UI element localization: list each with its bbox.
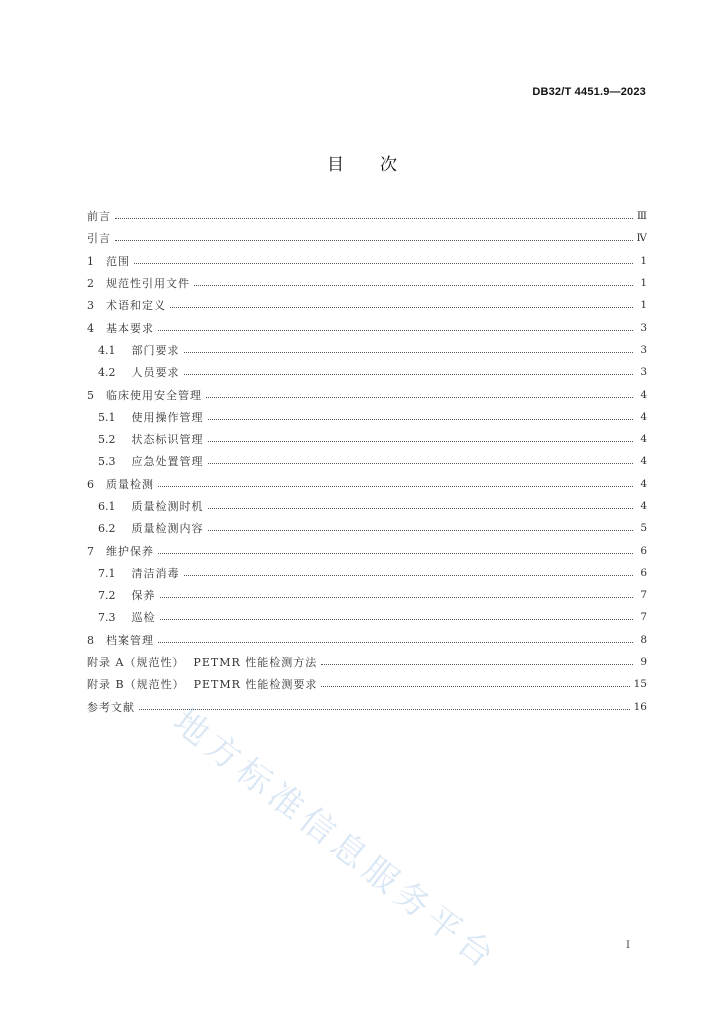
toc-entry[interactable] xyxy=(87,361,647,383)
toc-entry-label xyxy=(87,476,154,492)
toc-entry-label xyxy=(98,431,204,447)
toc-entry-page: 8 xyxy=(640,633,647,646)
toc-entry-page: 1 xyxy=(640,277,647,290)
toc-entry-label xyxy=(98,364,180,380)
toc-entry-title: 巡检 xyxy=(131,611,156,625)
toc-entry-page: 1 xyxy=(640,299,647,312)
toc-entry-label xyxy=(98,498,204,514)
toc-entry-page: 5 xyxy=(640,522,647,535)
toc-dot-leader xyxy=(194,284,633,286)
toc-entry-title: 应急处置管理 xyxy=(131,455,204,469)
toc-entry[interactable] xyxy=(87,696,647,718)
toc-entry-number: 5.1 xyxy=(98,410,116,424)
toc-entry-title: 前言 xyxy=(87,210,111,224)
toc-entry[interactable] xyxy=(87,205,647,227)
toc-entry-page: 4 xyxy=(640,500,647,512)
toc-dot-leader xyxy=(115,239,633,241)
toc-entry-label xyxy=(87,654,317,670)
toc-entry-page: Ⅲ xyxy=(636,210,647,223)
toc-entry-label xyxy=(98,565,180,581)
toc-dot-leader xyxy=(208,418,634,420)
toc-entry-title: 部门要求 xyxy=(131,343,180,357)
toc-entry-title: 质量检测时机 xyxy=(131,500,204,513)
toc-entry-title: 档案管理 xyxy=(106,633,154,647)
toc-entry-label xyxy=(87,208,111,224)
toc-dot-leader xyxy=(184,373,634,375)
toc-dot-leader xyxy=(115,217,633,219)
toc-entry-label xyxy=(87,543,154,559)
toc-entry-number: 7.3 xyxy=(98,611,116,625)
page-number: I xyxy=(626,940,630,951)
toc-entry-label xyxy=(87,230,111,246)
toc-entry-label xyxy=(87,632,154,648)
toc-dot-leader xyxy=(208,529,634,531)
toc-entry-number: 7.1 xyxy=(98,566,116,580)
toc-dot-leader xyxy=(184,351,634,353)
toc-entry[interactable] xyxy=(87,339,647,361)
page-title: 目次 xyxy=(327,155,433,175)
toc-entry[interactable] xyxy=(87,629,647,651)
toc-entry-page: 6 xyxy=(640,544,647,557)
toc-dot-leader xyxy=(321,685,629,687)
toc-entry-page: 3 xyxy=(640,366,647,379)
toc-entry-label xyxy=(98,520,204,536)
toc-entry-label xyxy=(98,609,156,625)
toc-entry-label xyxy=(98,453,204,469)
toc-dot-leader xyxy=(208,507,634,509)
toc-dot-leader xyxy=(158,485,633,487)
toc-dot-leader xyxy=(160,596,634,598)
toc-entry[interactable] xyxy=(87,584,647,606)
toc-entry-title: 规范性引用文件 xyxy=(106,277,190,291)
toc-entry-title: 人员要求 xyxy=(131,366,180,380)
toc-entry-page: 15 xyxy=(633,678,647,691)
toc-dot-leader xyxy=(134,262,633,264)
toc-entry-number: 5.3 xyxy=(98,455,116,469)
toc-entry-number: 7 xyxy=(87,544,94,558)
toc-entry[interactable] xyxy=(87,606,647,628)
toc-entry-page: Ⅳ xyxy=(636,232,647,245)
toc-entry-number: 1 xyxy=(87,254,94,268)
toc-entry-title: 附录 B（规范性） PETMR 性能检测要求 xyxy=(87,678,318,692)
toc-entry[interactable] xyxy=(87,539,647,561)
toc-entry-number: 6.1 xyxy=(98,500,116,513)
toc-entry[interactable] xyxy=(87,651,647,673)
toc-entry-label xyxy=(87,320,154,336)
toc-dot-leader xyxy=(184,574,634,576)
toc-entry-title: 保养 xyxy=(131,589,156,603)
toc-dot-leader xyxy=(321,663,633,665)
toc-entry[interactable] xyxy=(87,473,647,495)
toc-entry[interactable] xyxy=(87,450,647,472)
toc-entry-title: 术语和定义 xyxy=(106,299,166,313)
toc-entry[interactable] xyxy=(87,227,647,249)
toc-entry-page: 4 xyxy=(640,433,647,446)
document-code: DB32/T 4451.9—2023 xyxy=(532,86,646,98)
toc-entry-title: 范围 xyxy=(106,254,130,268)
toc-entry[interactable] xyxy=(87,294,647,316)
toc-dot-leader xyxy=(208,440,634,442)
toc-entry[interactable] xyxy=(87,673,647,695)
toc-entry-page: 9 xyxy=(640,656,647,669)
watermark-text: 地方标准信息服务平台 xyxy=(165,701,506,980)
toc-entry-title: 状态标识管理 xyxy=(131,433,204,447)
toc-entry[interactable] xyxy=(87,272,647,294)
toc-entry-page: 4 xyxy=(640,410,647,423)
toc-entry[interactable] xyxy=(87,517,647,539)
toc-entry-page: 7 xyxy=(640,589,647,602)
toc-dot-leader xyxy=(158,641,633,643)
toc-entry-page: 1 xyxy=(640,254,647,267)
toc-entry-title: 质量检测 xyxy=(106,477,154,491)
toc-entry-page: 4 xyxy=(640,388,647,401)
toc-entry-label xyxy=(87,676,317,692)
toc-dot-leader xyxy=(158,552,633,554)
toc-entry[interactable] xyxy=(87,250,647,272)
toc-entry-number: 6.2 xyxy=(98,522,116,536)
toc-entry[interactable] xyxy=(87,495,647,517)
toc-entry-number: 4 xyxy=(87,321,94,335)
toc-entry-label xyxy=(98,342,180,358)
toc-entry-page: 3 xyxy=(640,343,647,356)
toc-entry-label xyxy=(98,587,156,603)
toc-entry-page: 6 xyxy=(640,566,647,579)
toc-entry-page: 4 xyxy=(640,455,647,468)
toc-entry-title: 引言 xyxy=(87,232,111,246)
toc-entry-title: 参考文献 xyxy=(87,700,135,714)
toc-entry-label xyxy=(87,699,135,715)
toc-entry-number: 6 xyxy=(87,477,94,491)
toc-entry-page: 4 xyxy=(640,477,647,490)
toc-entry-number: 3 xyxy=(87,299,94,313)
toc-entry[interactable] xyxy=(87,562,647,584)
toc-entry[interactable] xyxy=(87,406,647,428)
toc-entry-number: 5 xyxy=(87,388,94,402)
toc-dot-leader xyxy=(170,306,633,308)
toc-entry[interactable] xyxy=(87,428,647,450)
toc-entry-label xyxy=(98,409,204,425)
toc-dot-leader xyxy=(139,708,630,710)
toc-entry-page: 7 xyxy=(640,611,647,624)
toc-entry-page: 16 xyxy=(633,700,647,713)
toc-dot-leader xyxy=(158,329,633,331)
toc-entry[interactable] xyxy=(87,316,647,338)
toc-entry-title: 基本要求 xyxy=(106,321,154,335)
toc-entry-number: 4.1 xyxy=(98,343,116,357)
toc-entry-label xyxy=(87,275,190,291)
toc-entry-label xyxy=(87,387,202,403)
toc-dot-leader xyxy=(160,618,634,620)
toc-entry-number: 4.2 xyxy=(98,366,116,380)
toc-entry-title: 维护保养 xyxy=(106,544,154,558)
table-of-contents xyxy=(87,205,647,718)
toc-entry-title: 附录 A（规范性） PETMR 性能检测方法 xyxy=(87,656,318,670)
toc-entry-number: 8 xyxy=(87,633,94,647)
toc-entry-title: 质量检测内容 xyxy=(131,522,204,536)
toc-entry-label xyxy=(87,253,130,269)
toc-entry-number: 7.2 xyxy=(98,589,116,603)
toc-entry-label xyxy=(87,297,166,313)
toc-dot-leader xyxy=(206,396,633,398)
toc-dot-leader xyxy=(208,462,634,464)
toc-entry-title: 清洁消毒 xyxy=(131,566,180,580)
toc-entry[interactable] xyxy=(87,383,647,405)
toc-entry-number: 2 xyxy=(87,277,94,291)
toc-entry-title: 临床使用安全管理 xyxy=(106,388,202,402)
toc-entry-title: 使用操作管理 xyxy=(131,410,204,424)
toc-entry-page: 3 xyxy=(640,321,647,334)
toc-entry-number: 5.2 xyxy=(98,433,116,447)
